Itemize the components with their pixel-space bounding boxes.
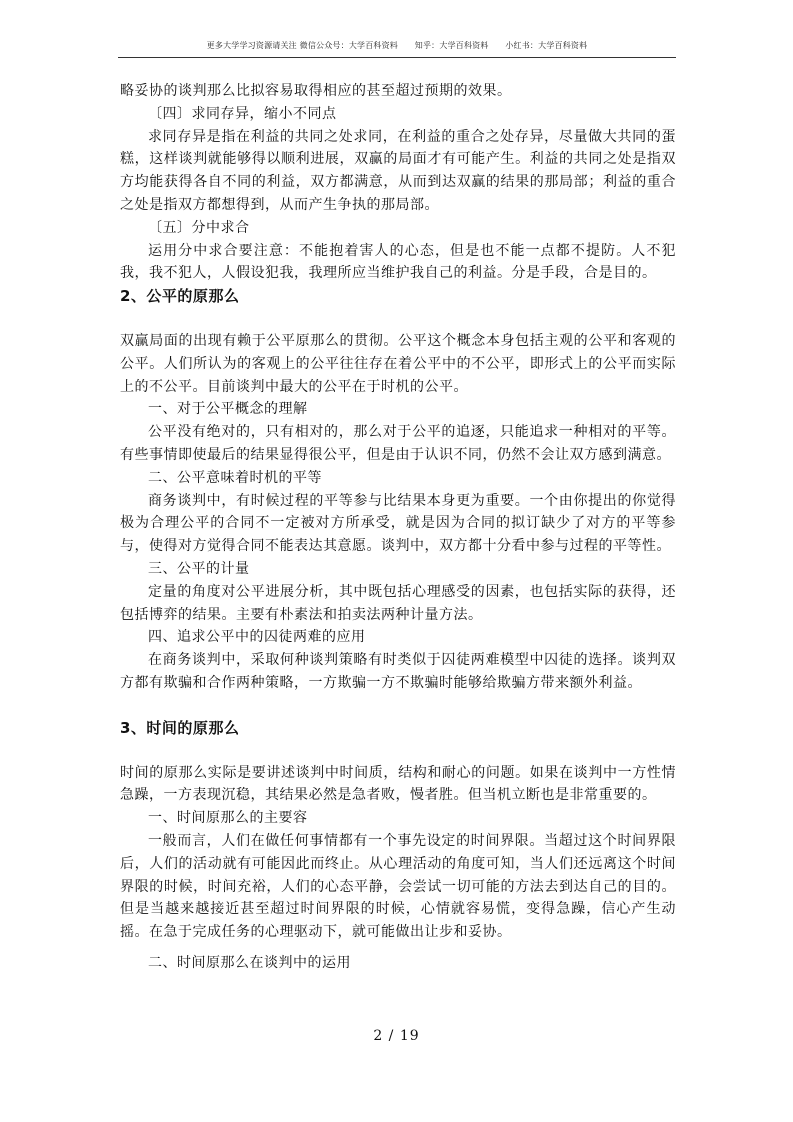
section-3-intro: 时间的原那么实际是要讲述谈判中时间质，结构和耐心的问题。如果在谈判中一方性情急躁，一方表现沉稳，其结果必然是急者败，慢者胜。但当机立断也是非常重要的。 (120, 764, 676, 804)
paragraph-5: 运用分中求合要注意：不能抱着害人的心态，但是也不能一点都不提防。人不犯我，我不犯人，人假设犯我，我理所应当维护我自己的利益。分是手段，合是目的。 (120, 242, 676, 282)
paragraph-2-4: 在商务谈判中，采取何种谈判策略有时类似于囚徒两难模型中囚徒的选择。谈判双方都有欺骗和合作两种策略，一方欺骗一方不欺骗时能够给欺骗方带来额外利益。 (120, 652, 676, 691)
subheading-2-4: 四、追求公平中的囚徒两难的应用 (148, 629, 366, 646)
header-wechat: 更多大学学习资源请关注 微信公众号：大学百科资料 (206, 41, 399, 50)
paragraph-2-1: 公平没有绝对的，只有相对的，那么对于公平的追逐，只能追求一种相对的平等。有些事情即使最后的结果显得很公平，但是由于认识不同，仍然不会让双方感到满意。 (120, 424, 676, 463)
page-header (118, 40, 676, 51)
section-heading-2: 2、公平的原那么 (120, 287, 240, 306)
subheading-2-1: 一、对于公平概念的理解 (148, 401, 308, 418)
section-2-intro: 双赢局面的出现有赖于公平原那么的贯彻。公平这个概念本身包括主观的公平和客观的公平。人们所认为的客观上的公平往往存在着公平中的不公平，即形式上的公平而实际上的不公平。目前谈判中最大的公平在于时机的公平。 (120, 332, 676, 395)
subheading-3-1: 一、时间原那么的主要容 (148, 810, 308, 827)
header-divider (118, 57, 676, 58)
paragraph-4: 求同存异是指在利益的共同之处求同，在利益的重合之处存异，尽量做大共同的蛋糕，这样谈判就能够得以顺利进展，双赢的局面才有可能产生。利益的共同之处是指双方均能获得各自不同的利益，双方都满意，从而到达双赢的结果的那局部；利益的重合之处是指双方都想得到，从而产生争执的那局部。 (120, 128, 676, 213)
subheading-3-2: 二、时间原那么在谈判中的运用 (148, 954, 351, 971)
subheading-5: 〔五〕分中求合 (148, 219, 250, 236)
paragraph-intro: 略妥协的谈判那么比拟容易取得相应的甚至超过预期的效果。 (120, 83, 512, 99)
header-zhihu: 知乎：大学百科资料 (414, 41, 489, 50)
document-body (120, 80, 676, 975)
paragraph-2-2: 商务谈判中，有时候过程的平等参与比结果本身更为重要。一个由你提出的你觉得极为合理公平的合同不一定被对方所承受，就是因为合同的拟订缺少了对方的平等参与，使得对方觉得合同不能表达其意愿。谈判中，双方都十分看中参与过程的平等性。 (120, 492, 676, 555)
paragraph-3-1: 一般而言，人们在做任何事情都有一个事先设定的时间界限。当超过这个时间界限后，人们的活动就有可能因此而终止。从心理活动的角度可知，当人们还远离这个时间界限的时候，时间充裕，人们的心态平静，会尝试一切可能的方法去到达自己的目的。但是当越来越接近甚至超过时间界限的时候，心情就容易慌，变得急躁，信心产生动摇。在急于完成任务的心理驱动下，就可能做出让步和妥协。 (120, 832, 676, 941)
subheading-2-3: 三、公平的计量 (148, 560, 250, 577)
page-number: 2 / 19 (373, 1028, 420, 1044)
subheading-2-2: 二、公平意味着时机的平等 (148, 469, 322, 486)
subheading-4: 〔四〕求同存异，缩小不同点 (148, 105, 337, 122)
paragraph-2-3: 定量的角度对公平进展分析，其中既包括心理感受的因素，也包括实际的获得，还包括博弈的结果。主要有朴素法和拍卖法两种计量方法。 (120, 583, 676, 623)
section-heading-3: 3、时间的原那么 (120, 718, 240, 737)
header-xiaohongshu: 小红书：大学百科资料 (505, 41, 588, 50)
